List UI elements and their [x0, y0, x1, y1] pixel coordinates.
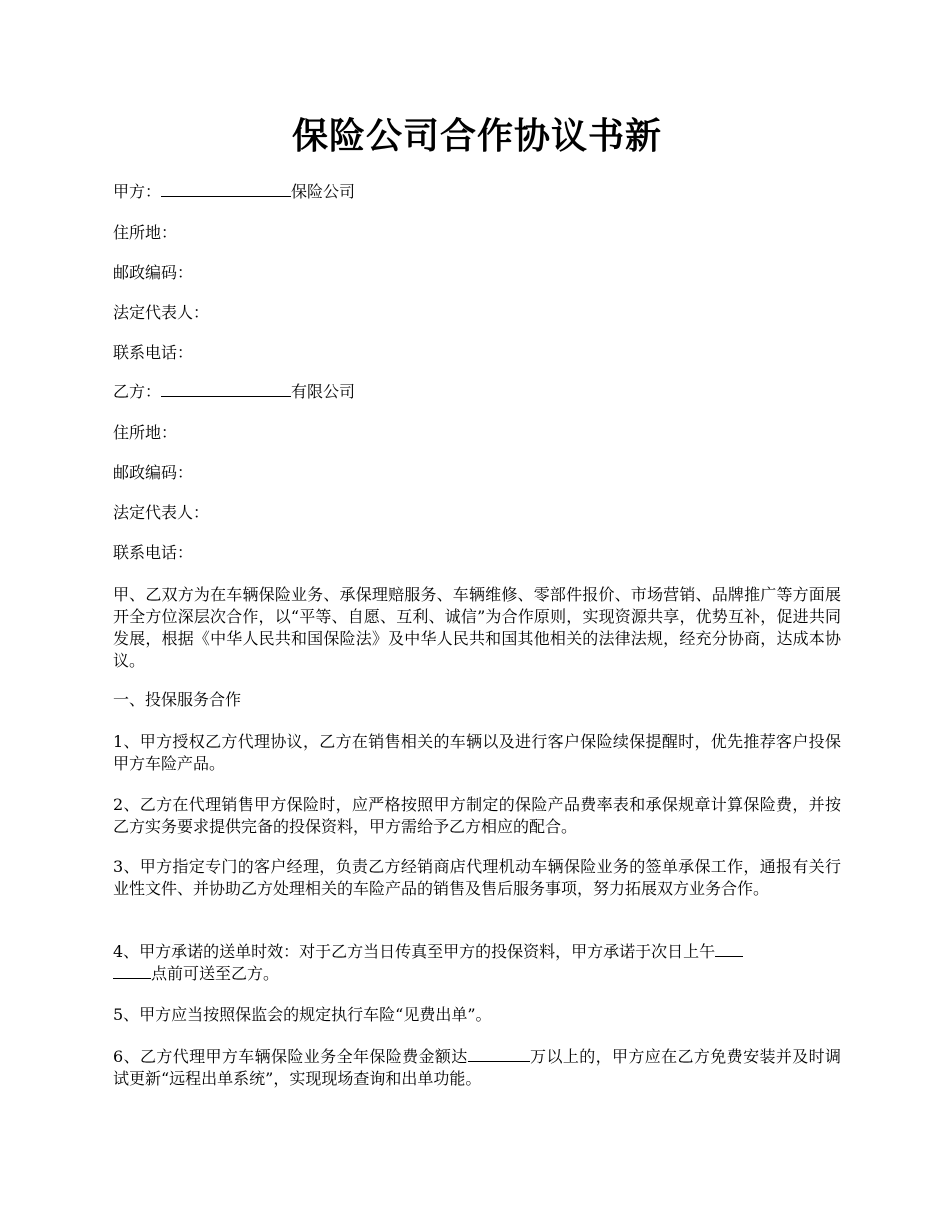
party-a-name-blank [161, 182, 291, 197]
party-b-line [113, 381, 841, 403]
section-heading: 一、投保服务合作 [113, 690, 242, 709]
clause-4-tail: 点前可送至乙方。 [151, 964, 280, 983]
party-a-address: 住所地： [113, 223, 178, 242]
clause-1: 1、甲方授权乙方代理协议，乙方在销售相关的车辆以及进行客户保险续保提醒时，优先推荐客户投保甲方车险产品。 [113, 732, 841, 773]
party-a-legal-rep: 法定代表人： [113, 303, 210, 322]
clause-3: 3、甲方指定专门的客户经理，负责乙方经销商店代理机动车辆保险业务的签单承保工作，通报有关行业性文件、并协助乙方处理相关的车险产品的销售及售后服务事项，努力拓展双方业务合作。 [113, 857, 841, 898]
document-title: 保险公司合作协议书新 [291, 115, 662, 157]
party-a-postcode: 邮政编码： [113, 263, 194, 282]
clause-4-text: 4、甲方承诺的送单时效：对于乙方当日传真至甲方的投保资料，甲方承诺于次日上午 [113, 942, 716, 961]
clause-4-blank-a [715, 942, 743, 957]
party-b-address: 住所地： [113, 423, 178, 442]
party-b-suffix: 有限公司 [291, 382, 356, 401]
intro-paragraph: 甲、乙双方为在车辆保险业务、承保理赔服务、车辆维修、零部件报价、市场营销、品牌推广等方面展开全方位深层次合作，以“平等、自愿、互利、诚信”为合作原则，实现资源共享，优势互补，促进共同发展，根据《中华人民共和国保险法》及中华人民共和国其他相关的法律法规，经充分协商，达成本协议。 [113, 585, 841, 670]
party-b-label: 乙方： [113, 382, 162, 401]
party-a-line [113, 181, 841, 203]
clause-6-tail: 万以上的，甲方应在乙方免费安装并及时调试更新“远程出单系统”，实现现场查询和出单功能。 [113, 1047, 841, 1088]
clause-6 [113, 1046, 841, 1090]
clause-4-blank-b [113, 964, 151, 979]
party-b-name-blank [161, 382, 291, 397]
party-a-suffix: 保险公司 [291, 182, 356, 201]
party-a-label: 甲方： [113, 182, 162, 201]
party-b-legal-rep: 法定代表人： [113, 503, 210, 522]
party-b-postcode: 邮政编码： [113, 463, 194, 482]
clause-6-text: 6、乙方代理甲方车辆保险业务全年保险费金额达 [113, 1047, 468, 1066]
clause-2: 2、乙方在代理销售甲方保险时，应严格按照甲方制定的保险产品费率表和承保规章计算保险费，并按乙方实务要求提供完备的投保资料，甲方需给予乙方相应的配合。 [113, 795, 841, 836]
clause-6-blank [468, 1047, 530, 1062]
party-b-phone: 联系电话： [113, 543, 194, 562]
clause-5: 5、甲方应当按照保监会的规定执行车险“见费出单”。 [113, 1005, 492, 1024]
clause-4 [113, 941, 841, 985]
party-a-phone: 联系电话： [113, 343, 194, 362]
